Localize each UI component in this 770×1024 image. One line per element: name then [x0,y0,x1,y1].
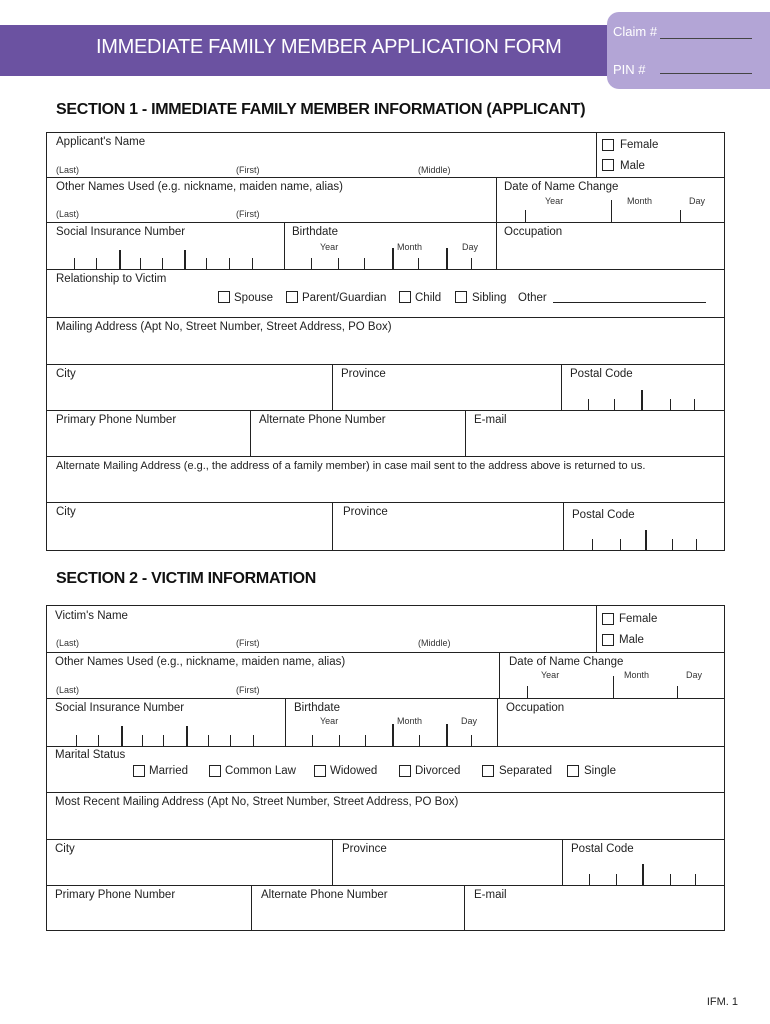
parent-guardian-label: Parent/Guardian [302,292,387,304]
divorced-label: Divorced [415,765,461,777]
tick [589,874,590,885]
tick [162,258,163,269]
month-hint: Month [397,716,423,726]
tick [119,250,121,269]
tick [527,686,528,698]
primary-phone-label: Primary Phone Number [56,414,177,426]
tick [613,676,614,698]
separated-checkbox[interactable] [482,765,494,777]
tick [677,686,678,698]
divider [250,410,251,457]
day-hint: Day [462,242,479,252]
occupation-label: Occupation [504,226,563,238]
tick [419,735,420,746]
tick [446,724,448,746]
form-title: IMMEDIATE FAMILY MEMBER APPLICATION FORM [96,36,562,58]
male-label: Male [619,634,644,646]
mailing-address-label: Mailing Address (Apt No, Street Number, Street Address, PO Box) [56,321,392,333]
tick [163,735,164,746]
tick [74,258,75,269]
tick [611,200,612,222]
sin-label: Social Insurance Number [55,702,185,714]
email-label: E-mail [474,414,507,426]
day-hint: Day [686,670,703,680]
alt-phone-label: Alternate Phone Number [259,414,386,426]
common-law-checkbox[interactable] [209,765,221,777]
female-checkbox[interactable] [602,139,614,151]
tick [140,258,141,269]
male-checkbox[interactable] [602,159,614,171]
pin-number-field[interactable] [660,73,752,74]
tick [471,735,472,746]
claim-label: Claim # [613,24,658,39]
tick [642,864,644,885]
year-hint: Year [545,196,564,206]
tick [206,258,207,269]
section1-title: SECTION 1 - IMMEDIATE FAMILY MEMBER INFORMATION (APPLICANT) [56,101,586,118]
married-checkbox[interactable] [133,765,145,777]
widowed-checkbox[interactable] [314,765,326,777]
tick [208,735,209,746]
male-checkbox[interactable] [602,634,614,646]
tick [525,210,526,222]
tick [96,258,97,269]
tick [694,399,695,410]
claim-number-field[interactable] [660,38,752,39]
divider [465,410,466,457]
first-hint: (First) [236,638,260,648]
first-hint: (First) [236,165,260,175]
widowed-label: Widowed [330,765,378,777]
tick [620,539,621,550]
tick [641,390,643,410]
first-hint: (First) [236,209,260,219]
tick [672,539,673,550]
sin-label: Social Insurance Number [56,226,186,238]
tick [253,735,254,746]
tick [680,210,681,222]
primary-phone-label: Primary Phone Number [55,889,176,901]
female-label: Female [619,613,658,625]
spouse-checkbox[interactable] [218,291,230,303]
day-hint: Day [689,196,706,206]
tick [392,724,394,746]
last-hint: (Last) [56,209,80,219]
divider [284,222,285,270]
tick [588,399,589,410]
occupation-label: Occupation [506,702,565,714]
common-law-label: Common Law [225,765,296,777]
divider [497,698,498,747]
tick [695,874,696,885]
sibling-label: Sibling [472,292,507,304]
divider [561,364,562,411]
divider [596,605,597,653]
tick [76,735,77,746]
divider [563,502,564,551]
email-label: E-mail [474,889,507,901]
divider [332,502,333,551]
tick [312,735,313,746]
tick [616,874,617,885]
last-hint: (Last) [56,685,80,695]
province-label: Province [341,368,386,380]
divider [499,652,500,699]
tick [614,399,615,410]
male-label: Male [620,160,645,172]
tick [252,258,253,269]
tick [645,530,647,550]
tick [229,258,230,269]
birthdate-label: Birthdate [292,226,339,238]
tick [592,539,593,550]
divider [332,839,333,886]
sibling-checkbox[interactable] [455,291,467,303]
tick [98,735,99,746]
page-footer: IFM. 1 [706,996,738,1008]
pin-label: PIN # [613,62,646,77]
divider [332,364,333,411]
postal-code-label: Postal Code [572,509,635,521]
middle-hint: (Middle) [418,638,451,648]
tick [121,726,123,746]
tick [186,726,188,746]
last-hint: (Last) [56,638,80,648]
city-label: City [56,506,76,518]
tick [670,399,671,410]
tick [696,539,697,550]
tick [364,258,365,269]
divider [562,839,563,886]
divider [251,885,252,931]
tick [338,258,339,269]
divider [496,222,497,270]
tick [142,735,143,746]
postal-code-label: Postal Code [570,368,633,380]
other-field[interactable] [553,302,706,303]
relationship-label: Relationship to Victim [56,273,167,285]
single-label: Single [584,765,616,777]
birthdate-label: Birthdate [294,702,341,714]
female-label: Female [620,139,659,151]
middle-hint: (Middle) [418,165,451,175]
section2-title: SECTION 2 - VICTIM INFORMATION [56,570,317,587]
tick [311,258,312,269]
divider [285,698,286,747]
mailing-address-label: Most Recent Mailing Address (Apt No, Street Number, Street Address, PO Box) [55,796,459,808]
date-name-change-label: Date of Name Change [509,656,624,668]
city-label: City [55,843,75,855]
married-label: Married [149,765,188,777]
victim-name-label: Victim's Name [55,610,128,622]
province-label: Province [342,843,387,855]
month-hint: Month [627,196,653,206]
last-hint: (Last) [56,165,80,175]
province-label: Province [343,506,388,518]
tick [339,735,340,746]
parent-guardian-checkbox[interactable] [286,291,298,303]
year-hint: Year [320,716,339,726]
tick [365,735,366,746]
divorced-checkbox[interactable] [399,765,411,777]
year-hint: Year [541,670,560,680]
marital-status-label: Marital Status [55,749,126,761]
tick [392,248,394,269]
child-label: Child [415,292,442,304]
tick [418,258,419,269]
single-checkbox[interactable] [567,765,579,777]
month-hint: Month [624,670,650,680]
tick [230,735,231,746]
child-checkbox[interactable] [399,291,411,303]
divider [496,177,497,223]
other-label: Other [518,292,547,304]
year-hint: Year [320,242,339,252]
marital-status-row [46,746,725,793]
divider [464,885,465,931]
tick [670,874,671,885]
tick [446,248,448,269]
female-checkbox[interactable] [602,613,614,625]
separated-label: Separated [499,765,553,777]
tick [184,250,186,269]
applicant-name-label: Applicant's Name [56,136,146,148]
divider [596,132,597,178]
month-hint: Month [397,242,423,252]
alt-mailing-label: Alternate Mailing Address (e.g., the address of a family member) in case mail sent to the address above is returned to us. [56,460,646,472]
first-hint: (First) [236,685,260,695]
date-name-change-label: Date of Name Change [504,181,619,193]
other-names-label: Other Names Used (e.g., nickname, maiden name, alias) [55,656,346,668]
other-names-label: Other Names Used (e.g. nickname, maiden name, alias) [56,181,343,193]
spouse-label: Spouse [234,292,274,304]
tick [471,258,472,269]
city-label: City [56,368,76,380]
alt-phone-label: Alternate Phone Number [261,889,388,901]
postal-code-label: Postal Code [571,843,634,855]
day-hint: Day [461,716,478,726]
